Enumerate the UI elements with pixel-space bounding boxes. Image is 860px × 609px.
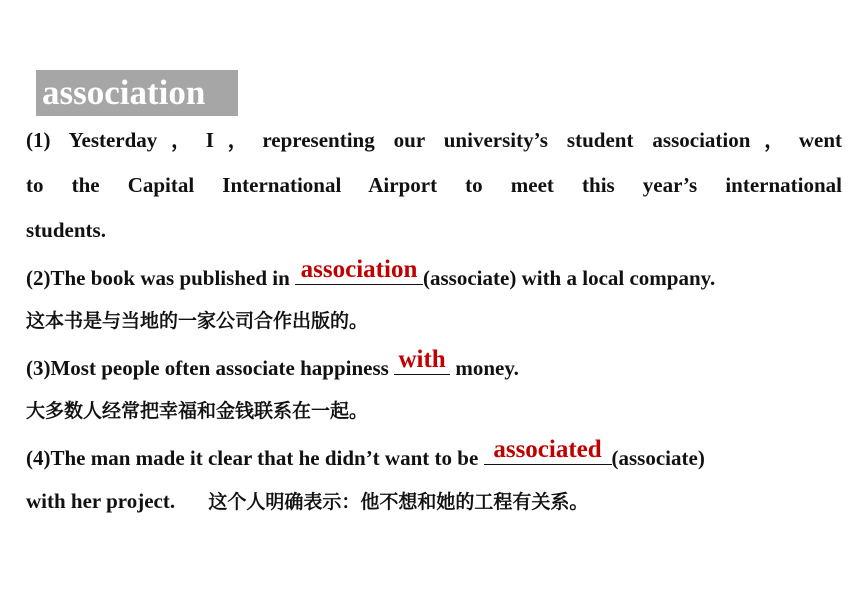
sentence-2-blank xyxy=(295,256,423,285)
sentence-4-line-2-text: with her project. xyxy=(26,489,176,513)
sentence-1-line-2: to the Capital International Airport to meet this year’s international xyxy=(26,173,842,197)
sentence-2-answer: association xyxy=(300,256,418,283)
sentence-4 xyxy=(26,436,842,472)
sentence-1-line-1: (1) Yesterday，I，representing our university’s student association，went xyxy=(26,128,842,152)
sentence-4-translation: 这个人明确表示：他不想和她的工程有关系。 xyxy=(208,491,589,513)
page-title: association xyxy=(42,73,206,112)
sentence-3-translation: 大多数人经常把幸福和金钱联系在一起。 xyxy=(26,400,369,422)
sentence-3-suffix: money. xyxy=(455,356,519,380)
sentence-1-line-3: students. xyxy=(26,218,106,242)
sentence-3 xyxy=(26,346,842,382)
sentence-4-prefix: (4)The man made it clear that he didn’t want to be xyxy=(26,446,479,470)
title-banner xyxy=(36,70,238,116)
sentence-4-blank xyxy=(484,436,612,465)
sentence-4-line-2 xyxy=(26,487,842,516)
sentence-4-answer: associated xyxy=(493,436,602,463)
sentence-3-prefix: (3)Most people often associate happiness xyxy=(26,356,389,380)
sentence-2-translation: 这本书是与当地的一家公司合作出版的。 xyxy=(26,310,369,332)
sentence-4-suffix: (associate) xyxy=(611,446,705,470)
sentence-2 xyxy=(26,256,842,292)
sentence-3-blank xyxy=(394,346,450,375)
sentence-3-answer: with xyxy=(398,346,446,373)
sentence-2-suffix: (associate) with a local company. xyxy=(423,266,716,290)
sentence-2-prefix: (2)The book was published in xyxy=(26,266,290,290)
